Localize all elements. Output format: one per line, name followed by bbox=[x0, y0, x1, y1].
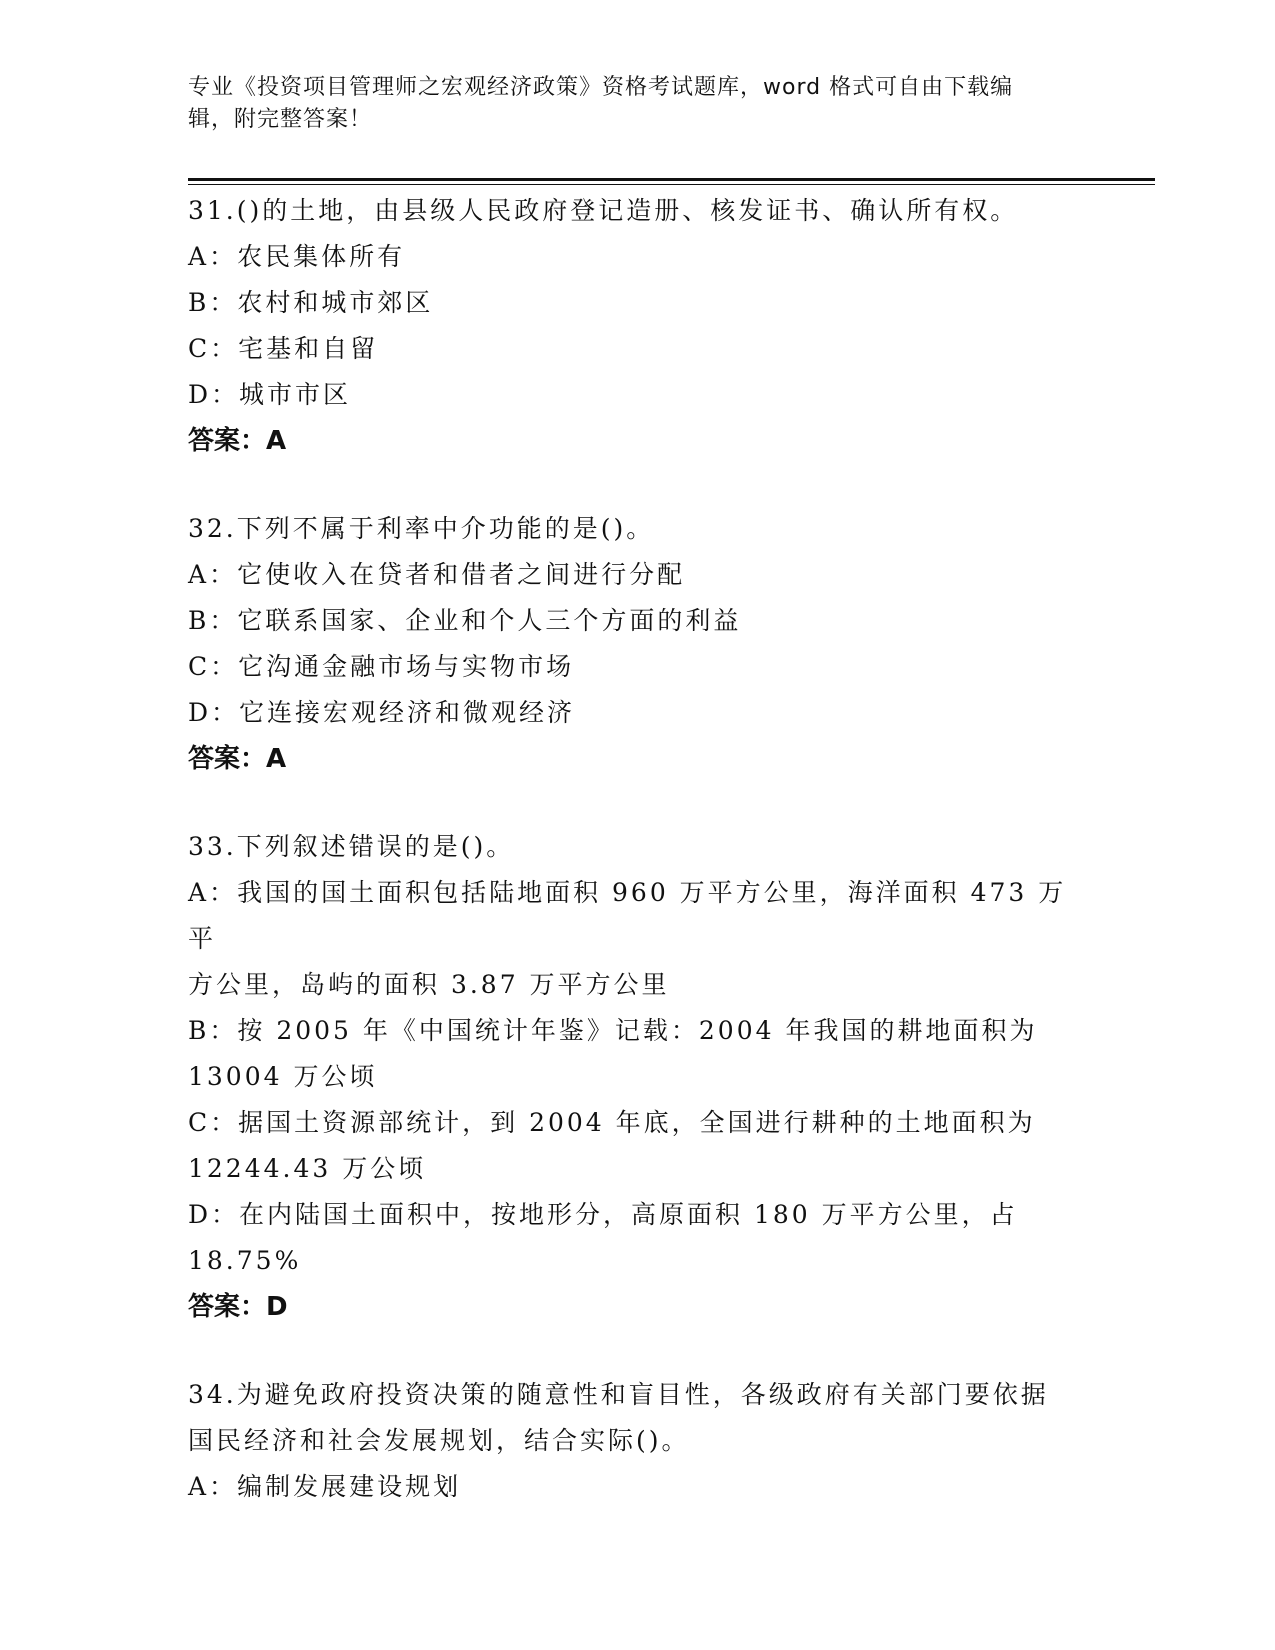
answer-option bbox=[188, 962, 1088, 1008]
option-key: B： bbox=[188, 606, 238, 635]
option-key: D： bbox=[188, 380, 240, 409]
answer-option bbox=[188, 1146, 1088, 1192]
option-key: D： bbox=[188, 1200, 240, 1229]
option-text: 宅基和自留 bbox=[238, 334, 379, 363]
option-text: 12244.43 万公顷 bbox=[188, 1154, 427, 1183]
option-key: B： bbox=[188, 288, 238, 317]
answer-key: 答案：A bbox=[188, 426, 287, 456]
option-text: 城市市区 bbox=[239, 380, 352, 409]
option-text: 方公里，岛屿的面积 3.87 万平方公里 bbox=[188, 970, 670, 999]
question-item bbox=[188, 188, 1088, 464]
option-key: A： bbox=[188, 878, 238, 907]
option-text: 编制发展建设规划 bbox=[237, 1472, 462, 1501]
option-text: 它使收入在贷者和借者之间进行分配 bbox=[237, 560, 686, 589]
answer-option bbox=[188, 552, 1088, 598]
option-key: A： bbox=[188, 242, 238, 271]
option-text: 据国土资源部统计，到 2004 年底，全国进行耕种的土地面积为 bbox=[238, 1108, 1036, 1137]
option-key: A： bbox=[188, 560, 238, 589]
option-key: B： bbox=[188, 1016, 238, 1045]
question-stem: 国民经济和社会发展规划，结合实际()。 bbox=[188, 1426, 690, 1455]
document-header bbox=[188, 72, 1068, 136]
answer-key: 答案：D bbox=[188, 1292, 288, 1322]
answer-option bbox=[188, 870, 1088, 962]
header-line-2: 辑，附完整答案！ bbox=[188, 107, 373, 132]
option-key: A： bbox=[188, 1472, 238, 1501]
answer-option bbox=[188, 644, 1088, 690]
answer-option bbox=[188, 1008, 1088, 1054]
option-text: 在内陆国土面积中，按地形分，高原面积 180 万平方公里，占 bbox=[239, 1200, 1018, 1229]
answer-key: 答案：A bbox=[188, 744, 287, 774]
option-text: 按 2005 年《中国统计年鉴》记载：2004 年我国的耕地面积为 bbox=[237, 1016, 1038, 1045]
option-text: 13004 万公顷 bbox=[188, 1062, 378, 1091]
option-text: 18.75% bbox=[188, 1246, 302, 1275]
header-line-1: 专业《投资项目管理师之宏观经济政策》资格考试题库，word 格式可自由下载编 bbox=[188, 75, 1014, 100]
answer-option bbox=[188, 1464, 1088, 1510]
option-text: 农村和城市郊区 bbox=[237, 288, 434, 317]
answer-option bbox=[188, 1238, 1088, 1284]
option-text: 它沟通金融市场与实物市场 bbox=[238, 652, 575, 681]
question-item bbox=[188, 1372, 1088, 1510]
answer-option bbox=[188, 280, 1088, 326]
question-list bbox=[188, 188, 1088, 1552]
question-stem: 32.下列不属于利率中介功能的是()。 bbox=[188, 514, 655, 543]
option-text: 它连接宏观经济和微观经济 bbox=[239, 698, 576, 727]
answer-option bbox=[188, 690, 1088, 736]
question-item bbox=[188, 824, 1088, 1330]
answer-option bbox=[188, 326, 1088, 372]
question-stem: 33.下列叙述错误的是()。 bbox=[188, 832, 515, 861]
option-text: 我国的国土面积包括陆地面积 960 万平方公里，海洋面积 473 万平 bbox=[188, 878, 1067, 953]
option-key: C： bbox=[188, 652, 239, 681]
header-divider-thick bbox=[188, 178, 1155, 181]
option-key: C： bbox=[188, 334, 239, 363]
answer-option bbox=[188, 1192, 1088, 1238]
option-key: D： bbox=[188, 698, 240, 727]
answer-option bbox=[188, 372, 1088, 418]
option-text: 它联系国家、企业和个人三个方面的利益 bbox=[237, 606, 742, 635]
option-key: C： bbox=[188, 1108, 239, 1137]
option-text: 农民集体所有 bbox=[237, 242, 406, 271]
question-item bbox=[188, 506, 1088, 782]
answer-option bbox=[188, 1054, 1088, 1100]
answer-option bbox=[188, 1100, 1088, 1146]
answer-option bbox=[188, 234, 1088, 280]
header-divider-thin bbox=[188, 184, 1155, 185]
question-stem: 31.()的土地，由县级人民政府登记造册、核发证书、确认所有权。 bbox=[188, 196, 1019, 225]
answer-option bbox=[188, 598, 1088, 644]
question-stem: 34.为避免政府投资决策的随意性和盲目性，各级政府有关部门要依据 bbox=[188, 1380, 1049, 1409]
